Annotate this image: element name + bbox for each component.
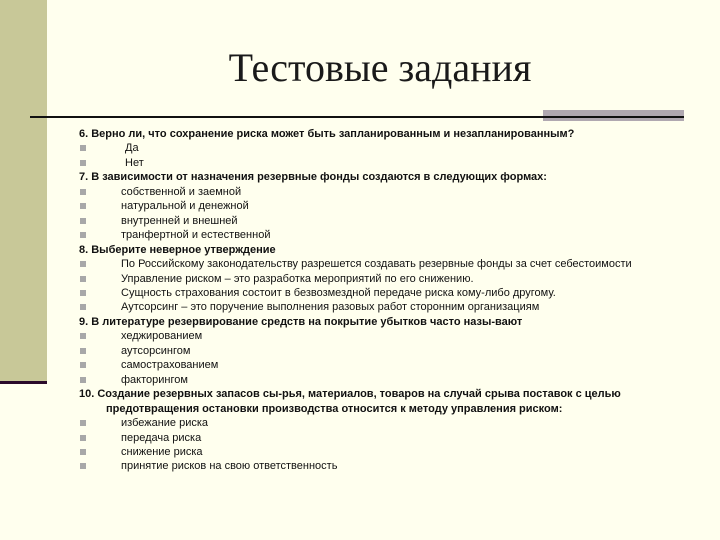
option-text: факторингом — [121, 373, 188, 386]
bullet-icon — [80, 261, 86, 267]
list-item — [79, 431, 719, 445]
bullet-icon — [80, 189, 86, 195]
bullet-icon — [80, 290, 86, 296]
option-text: Нет — [125, 156, 144, 169]
bullet-icon — [80, 304, 86, 310]
list-item — [79, 358, 719, 372]
list-item — [79, 286, 719, 300]
list-item — [79, 185, 719, 199]
bullet-icon — [80, 420, 86, 426]
bullet-icon — [80, 377, 86, 383]
option-text: внутренней и внешней — [121, 214, 238, 227]
list-item — [79, 373, 719, 387]
bullet-icon — [80, 276, 86, 282]
option-text: Аутсорсинг – это поручение выполнения разовых работ сторонним организациям — [121, 301, 540, 314]
option-text: хеджированием — [121, 330, 203, 343]
title-divider — [30, 116, 684, 118]
option-text: избежание риска — [121, 417, 209, 430]
list-item — [79, 257, 719, 271]
bullet-icon — [80, 232, 86, 238]
option-text: транфертной и естественной — [121, 229, 271, 242]
option-text: Управление риском – это разработка мероприятий по его снижению. — [121, 272, 474, 285]
option-text: собственной и заемной — [121, 185, 242, 198]
bullet-icon — [80, 218, 86, 224]
option-text: натуральной и денежной — [121, 200, 249, 213]
bullet-icon — [80, 203, 86, 209]
option-text: самострахованием — [121, 359, 219, 372]
list-item — [79, 272, 719, 286]
list-item — [79, 228, 719, 242]
bullet-icon — [80, 160, 86, 166]
bullet-icon — [80, 435, 86, 441]
question-8 — [79, 243, 719, 315]
option-text: Сущность страхования состоит в безвозмездной передаче риска кому-либо другому. — [121, 286, 556, 299]
bullet-icon — [80, 449, 86, 455]
list-item — [79, 329, 719, 343]
question-10 — [79, 387, 719, 474]
question-text: 6. Верно ли, что сохранение риска может быть запланированным и незапланированным? — [79, 128, 575, 140]
question-7 — [79, 170, 719, 242]
option-text: передача риска — [121, 431, 202, 444]
option-text: По Российскому законодательству разрешется создавать резервные фонды за счет себестоимости — [121, 258, 632, 271]
bullet-icon — [80, 463, 86, 469]
option-text: принятие рисков на свою ответственность — [121, 460, 338, 473]
list-item — [79, 214, 719, 228]
option-text: Да — [125, 142, 139, 155]
side-decor-line — [0, 381, 47, 384]
list-item — [79, 459, 719, 473]
list-item — [79, 141, 719, 155]
bullet-icon — [80, 348, 86, 354]
list-item — [79, 344, 719, 358]
slide-title: Тестовые задания — [228, 45, 532, 90]
option-text: снижение риска — [121, 445, 203, 458]
list-item — [79, 445, 719, 459]
question-text: 9. В литературе резервирование средств на покрытие убытков часто назы-вают — [79, 315, 523, 328]
bullet-icon — [80, 333, 86, 339]
question-6 — [79, 127, 719, 170]
question-text: 10. Создание резервных запасов сы-рья, материалов, товаров на случай срыва поставок с целью предотвращения остановки производства относится к методу управления риском: — [79, 388, 621, 415]
list-item — [79, 199, 719, 213]
bullet-icon — [80, 145, 86, 151]
question-text: 8. Выберите неверное утверждение — [79, 243, 276, 256]
question-text: 7. В зависимости от назначения резервные фонды создаются в следующих формах: — [79, 171, 547, 184]
list-item — [79, 416, 719, 430]
bullet-icon — [80, 362, 86, 368]
question-9 — [79, 315, 719, 387]
option-text: аутсорсингом — [121, 344, 191, 357]
list-item — [79, 156, 719, 170]
list-item — [79, 300, 719, 314]
slide-body — [79, 127, 719, 474]
